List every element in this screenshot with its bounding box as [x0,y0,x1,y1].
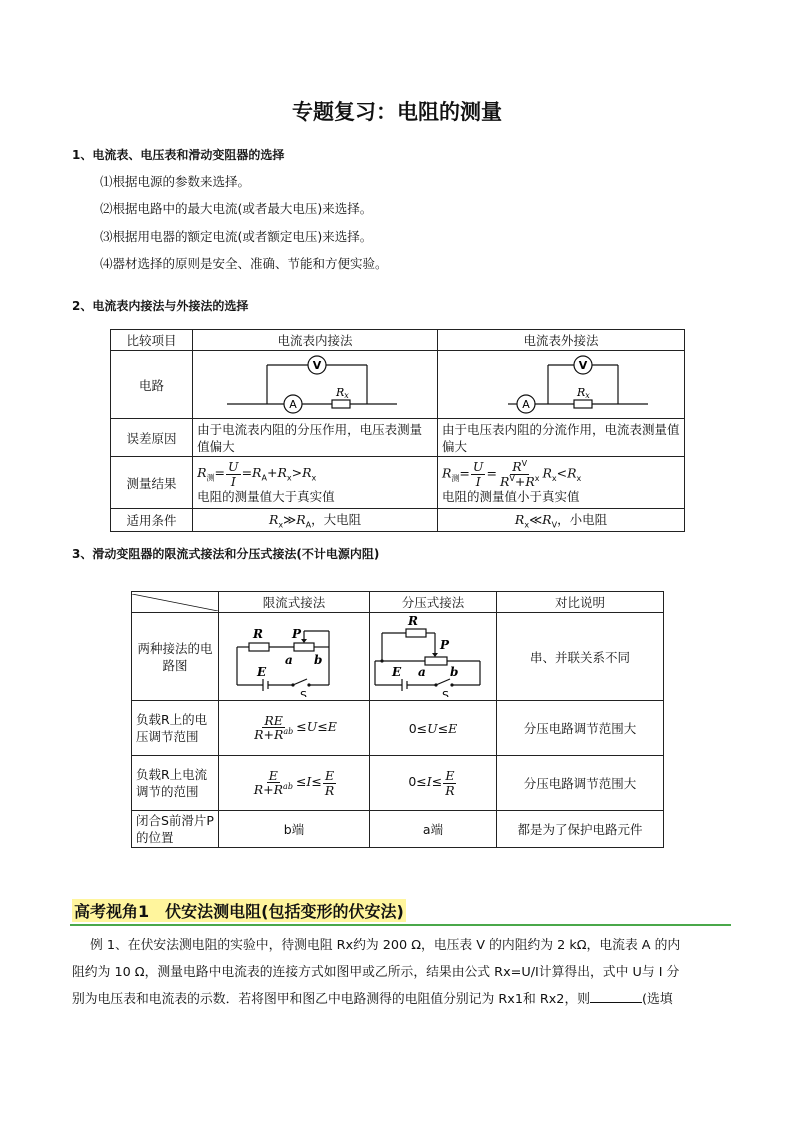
divider-circuit [370,613,497,701]
svg-text:E: E [392,665,402,679]
svg-text:a: a [285,653,293,667]
answer-blank[interactable] [590,990,642,1003]
resistor-icon: Rx [577,386,590,400]
condition-outer-text: 小电阻 [569,512,608,527]
table-header: 电流表外接法 [438,330,685,351]
svg-text:P: P [440,638,450,652]
example-line-3-text: 别为电压表和电流表的示数．若将图甲和图乙中电路测得的电阻值分别记为 Rx1和 Rx2，则 [72,992,591,1007]
example-line-3-end: (选填 [642,992,673,1007]
condition-inner-text: 大电阻 [323,512,362,527]
switch-icon: S [300,689,307,697]
voltage-limiting-formula: $\frac{RE}{R+R^{ab}}$ ≤U≤E [219,701,370,756]
row-label-circuit: 两种接法的电路图 [132,613,219,701]
result-inner [193,457,438,509]
row-label-result: 测量结果 [111,457,193,509]
inner-connection-circuit [193,351,438,419]
row-label-current: 负载R上电流调节的范围 [132,756,219,811]
row-label-position: 闭合S前滑片P的位置 [132,811,219,848]
list-item: ⑵根据电路中的最大电流(或者最大电压)来选择。 [100,201,373,216]
position-limiting: b端 [219,811,370,848]
example-line-1: 例 1、在伏安法测电阻的实验中，待测电阻 Rx约为 200 Ω，电压表 V 的内阻约为 2 kΩ，电流表 A 的内 [90,938,681,953]
outer-result-text: 电阻的测量值小于真实值 [442,488,580,504]
list-item: ⑶根据用电器的额定电流(或者额定电压)来选择。 [100,229,373,244]
voltmeter-icon: V [312,359,322,372]
page-title: 专题复习：电阻的测量 [292,100,502,124]
example-line-2: 阻约为 10 Ω，测量电路中电流表的连接方式如图甲或乙所示，结果由公式 Rx=U/I计算得出，式中 U与 I 分 [72,965,680,980]
result-outer [438,457,685,509]
svg-text:P: P [292,627,302,641]
limiting-circuit [219,613,370,701]
row-label-error: 误差原因 [111,419,193,457]
svg-text:b: b [314,653,323,667]
error-inner: 由于电流表内阻的分压作用，电压表测量值偏大 [193,419,438,457]
list-item: ⑴根据电源的参数来选择。 [100,174,251,189]
ammeter-icon: A [289,398,297,411]
note-current: 分压电路调节范围大 [497,756,664,811]
note-position: 都是为了保护电路元件 [497,811,664,848]
table-header: 分压式接法 [370,592,497,613]
svg-text:b: b [450,665,459,679]
condition-inner: $R_x≫R_A$，大电阻 [193,509,438,532]
section4-title: 高考视角1 伏安法测电阻(包括变形的伏安法) [72,899,406,922]
section2-heading: 2、电流表内接法与外接法的选择 [72,299,249,313]
section1-heading: 1、电流表、电压表和滑动变阻器的选择 [72,148,285,162]
row-label-condition: 适用条件 [111,509,193,532]
resistor-icon: R [408,614,418,628]
condition-outer: $R_x≪R_V$，小电阻 [438,509,685,532]
outer-circuit-diagram [438,351,684,415]
rheostat-connection-table [131,591,664,848]
section3-heading: 3、滑动变阻器的限流式接法和分压式接法(不计电源内阻) [72,547,380,561]
table-header: 限流式接法 [219,592,370,613]
inner-formula: $R_测=$ $\frac{U}{I}$ $=R_A+R_x>R_x$ [197,459,317,489]
inner-circuit-diagram [197,351,433,415]
table-header: 对比说明 [497,592,664,613]
note-circuit: 串、并联关系不同 [497,613,664,701]
diagonal-header-cell [132,592,219,613]
diagonal-line [132,594,218,611]
table-header: 电流表内接法 [193,330,438,351]
error-outer: 由于电压表内阻的分流作用，电流表测量值偏大 [438,419,685,457]
example-line-3 [72,986,732,1013]
list-item: ⑷器材选择的原则是安全、准确、节能和方便实验。 [100,256,388,271]
outer-formula: $R_测=$ $\frac{U}{I}$ = $\frac{R^V}{R^V+R^x}$ $R_x<R_x$ [442,459,582,489]
inner-result-text: 电阻的测量值大于真实值 [197,488,335,504]
current-limiting-formula: $\frac{E}{R+R^{ab}}$ ≤I≤ $\frac{E}{R}$ [219,756,370,811]
ammeter-connection-table [110,329,685,532]
switch-icon: S [442,689,449,697]
note-voltage: 分压电路调节范围大 [497,701,664,756]
divider-circuit-diagram [370,613,496,697]
limiting-circuit-diagram [219,613,369,697]
voltage-divider-formula: 0≤U≤E [370,701,497,756]
voltmeter-icon: V [578,359,588,372]
svg-text:E: E [257,665,267,679]
position-divider: a端 [370,811,497,848]
table-header: 比较项目 [111,330,193,351]
ammeter-icon: A [522,398,530,411]
row-label-circuit: 电路 [111,351,193,419]
current-divider-formula: 0≤I≤ $\frac{E}{R}$ [370,756,497,811]
outer-connection-circuit [438,351,685,419]
resistor-icon: Rx [336,386,349,400]
row-label-voltage: 负载R上的电压调节范围 [132,701,219,756]
svg-text:a: a [418,665,426,679]
resistor-icon: R [253,627,263,641]
